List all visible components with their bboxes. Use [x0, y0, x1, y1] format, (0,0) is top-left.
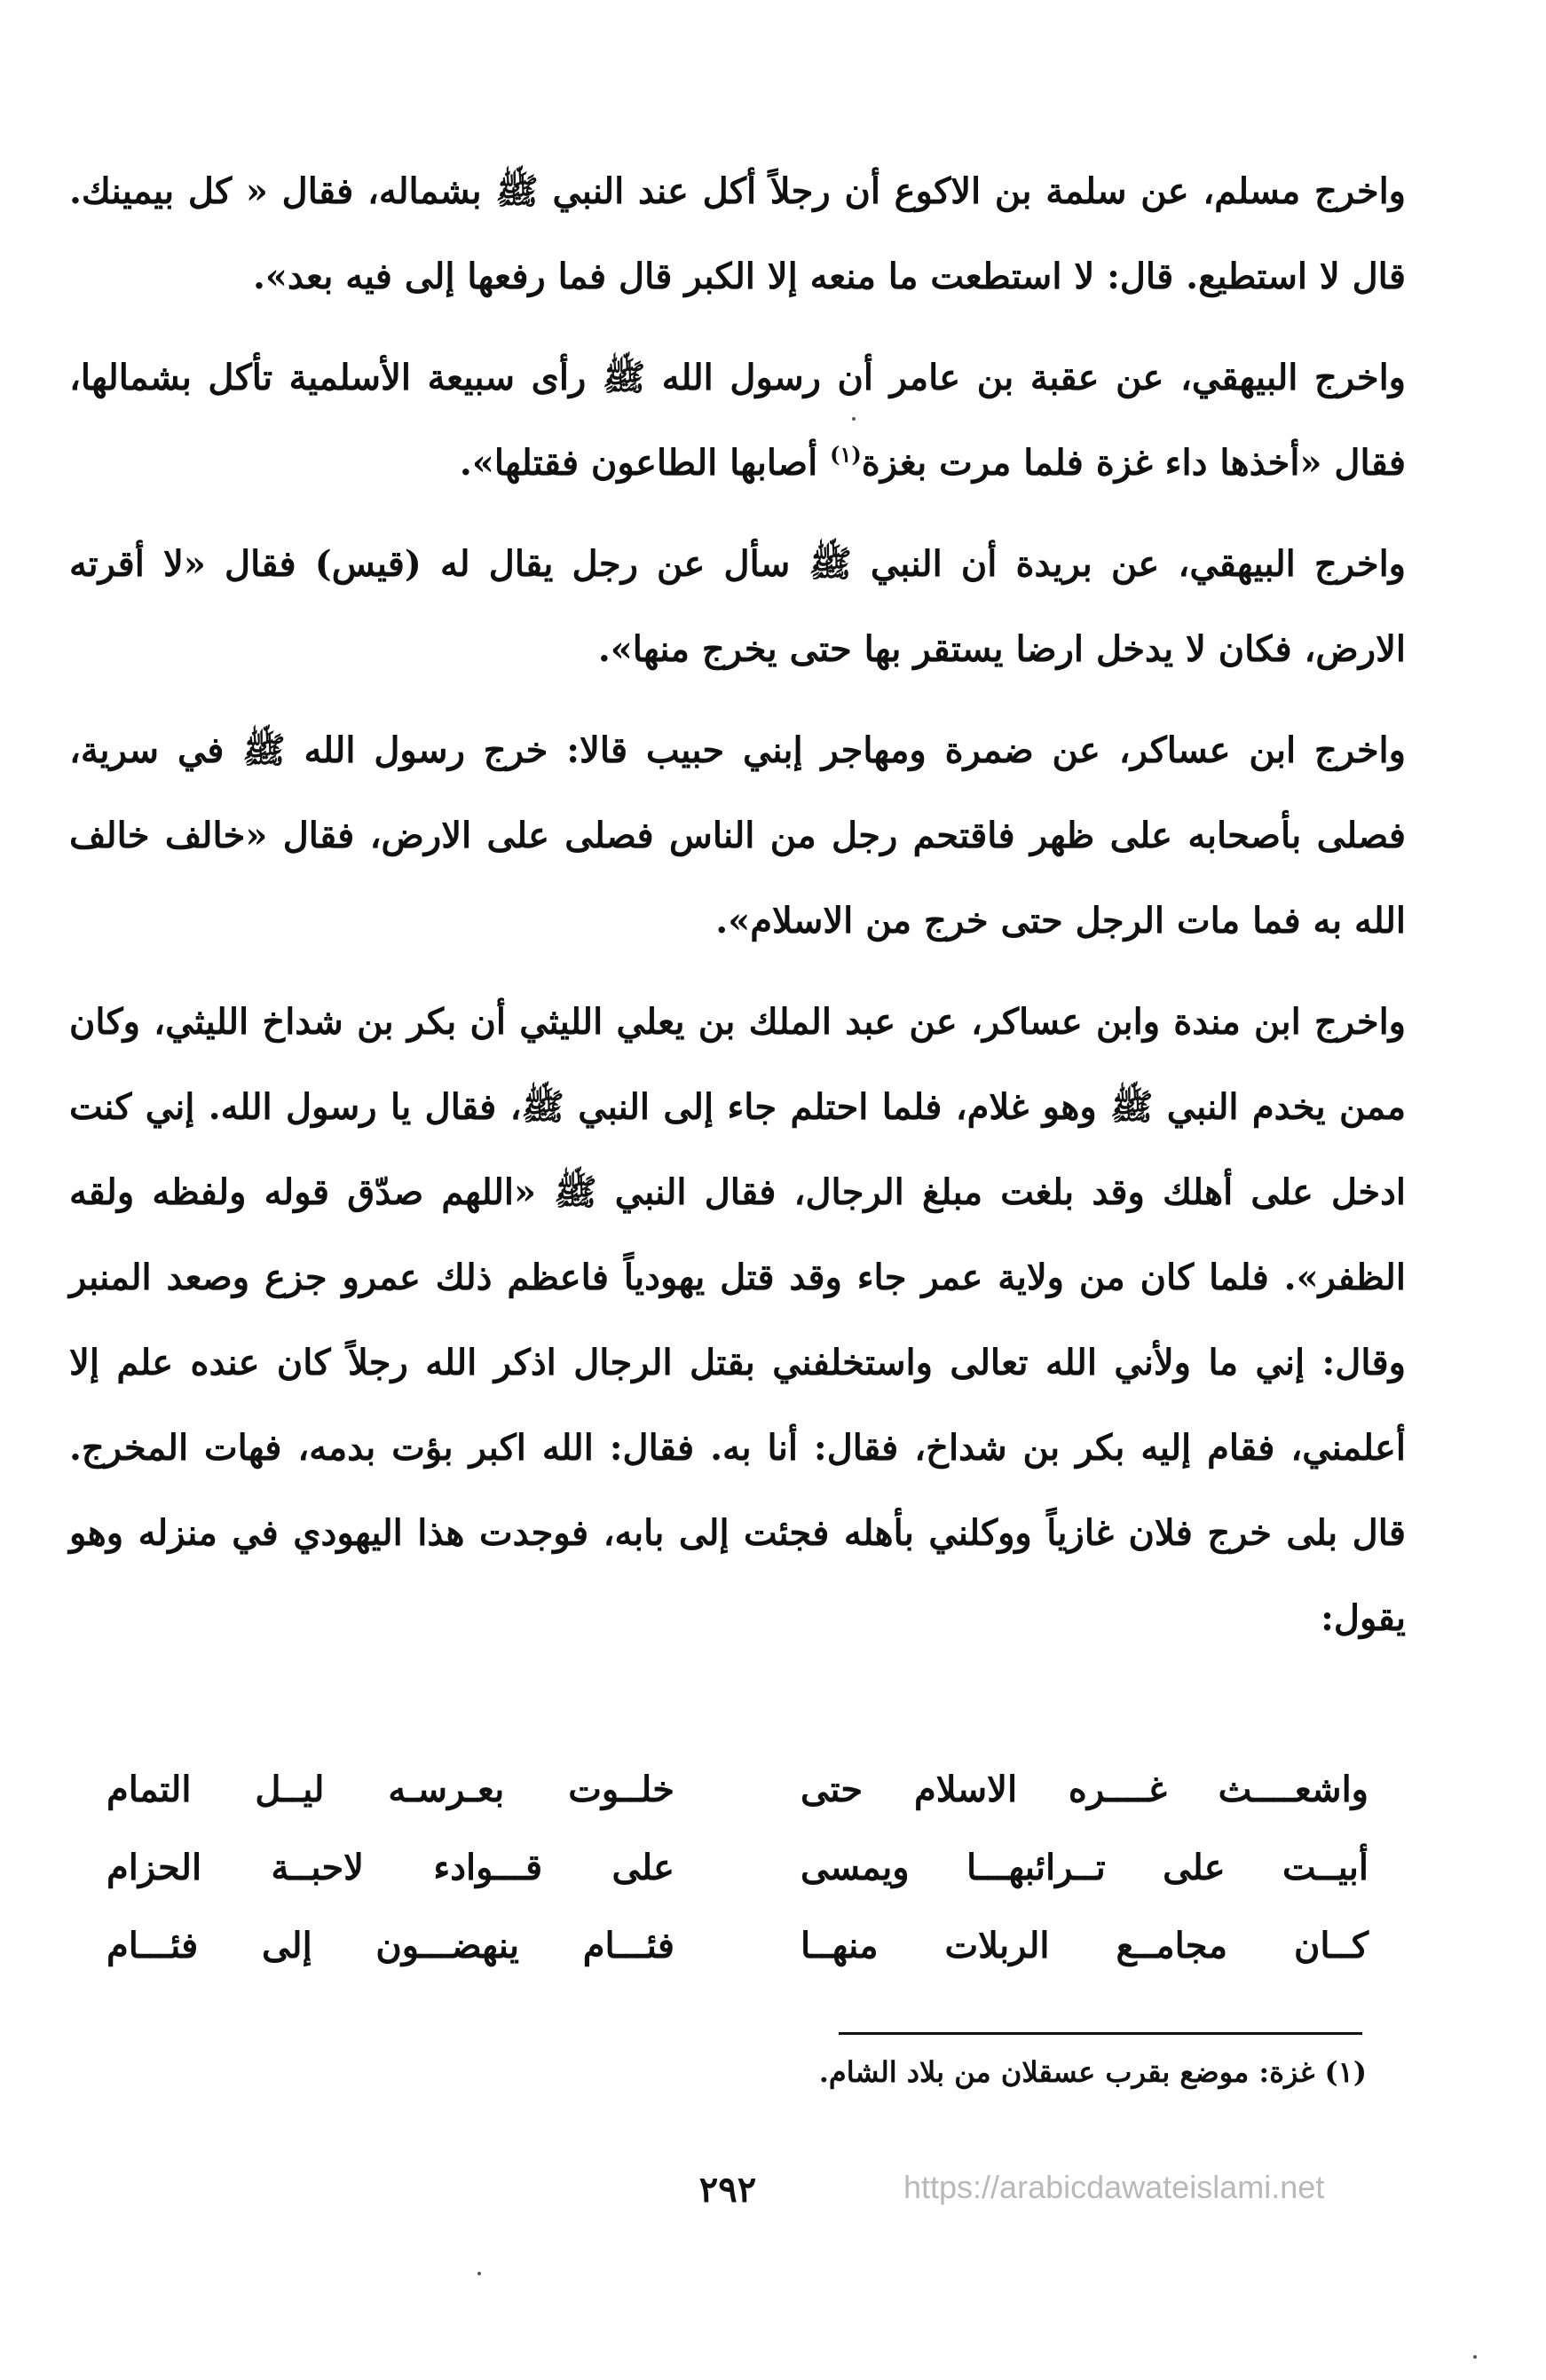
paragraph-muslim-hadith: واخرج مسلم، عن سلمة بن الاكوع أن رجلاً أكل عند النبي ﷺ بشماله، فقال « كل بيمينك. قال لا استطيع. قال: لا استطعت ما منعه إلا الكبر قال فما رفعها إلى فيه بعد».	[69, 170, 1406, 297]
footnote-divider	[839, 2032, 1362, 2035]
scan-speck	[477, 2272, 481, 2275]
poem-verse	[106, 1828, 1369, 1906]
watermark-url[interactable]: https://arabicdawateislami.net	[903, 2169, 1325, 2205]
paragraph-text: واخرج البيهقي، عن عقبة بن عامر أن رسول الله ﷺ رأى سبيعة الأسلمية تأكل بشمالها، فقال «أخذها داء غزة فلما مرت بغزة	[69, 357, 1406, 484]
paragraph-bayhaqi-subaiah	[69, 335, 1406, 506]
main-text	[69, 149, 1406, 1665]
poem-verse	[106, 1750, 1369, 1828]
poem-first-hemistich: أبيــت على تــرائبهـــا ويمسى	[801, 1846, 1369, 1888]
paragraph-ibn-asakir: واخرج ابن عساكر، عن ضمرة ومهاجر إبني حبيب قالا: خرج رسول الله ﷺ في سرية، فصلى بأصحابه على ظهر فاقتحم رجل من الناس فصلى على الارض، فقال «خالف خالف الله به فما مات الرجل حتى خرج من الاسلام».	[69, 729, 1406, 942]
footnote: (١) غزة: موضع بقرب عسقلان من بلاد الشام.	[818, 2055, 1367, 2089]
poem-second-hemistich: فئـــام ينهضـــون إلى فئـــام	[106, 1924, 674, 1966]
poem-first-hemistich: واشعــــث غــــره الاسلام حتى	[801, 1768, 1369, 1810]
scan-speck	[1473, 2355, 1477, 2359]
poem-second-hemistich: خلــوت بعـرسـه ليــل التمام	[106, 1768, 674, 1810]
poem	[106, 1750, 1369, 1984]
paragraph-ibn-mandah: واخرج ابن مندة وابن عساكر، عن عبد الملك بن يعلي الليثي أن بكر بن شداخ الليثي، وكان ممن يخدم النبي ﷺ وهو غلام، فلما احتلم جاء إلى النبي ﷺ، فقال يا رسول الله. إني كنت ادخل على أهلك وقد بلغت مبلغ الرجال، فقال النبي ﷺ «اللهم صدّق قوله ولفظه ولقه الظفر». فلما كان من ولاية عمر جاء وقد قتل يهودياً فاعظم ذلك عمرو جزع وصعد المنبر وقال: إني ما ولأني الله تعالى واستخلفني بقتل الرجال اذكر الله رجلاً كان عنده علم إلا أعلمني، فقام إليه بكر بن شداخ، فقال: أنا به. فقال: الله اكبر بؤت بدمه، فهات المخرج. قال بلى خرج فلان غازياً ووكلني بأهله فجئت إلى بابه، فوجدت هذا اليهودي في منزله وهو يقول:	[69, 1001, 1406, 1639]
paragraph-bayhaqi-qays: واخرج البيهقي، عن بريدة أن النبي ﷺ سأل عن رجل يقال له (قيس) فقال «لا أقرته الارض، فكان لا يدخل ارضا يستقر بها حتى يخرج منها».	[69, 543, 1406, 670]
poem-second-hemistich: على قـــوادء لاحبــة الحزام	[106, 1846, 674, 1888]
page-number: ٢٩٢	[698, 2169, 757, 2211]
scan-speck	[852, 417, 856, 421]
paragraph-text-tail: أصابها الطاعون فقتلها».	[459, 442, 818, 484]
poem-verse	[106, 1906, 1369, 1984]
poem-first-hemistich: كــان مجامــع الربلات منهــا	[801, 1924, 1369, 1966]
footnote-marker[interactable]: (١)	[830, 441, 862, 468]
